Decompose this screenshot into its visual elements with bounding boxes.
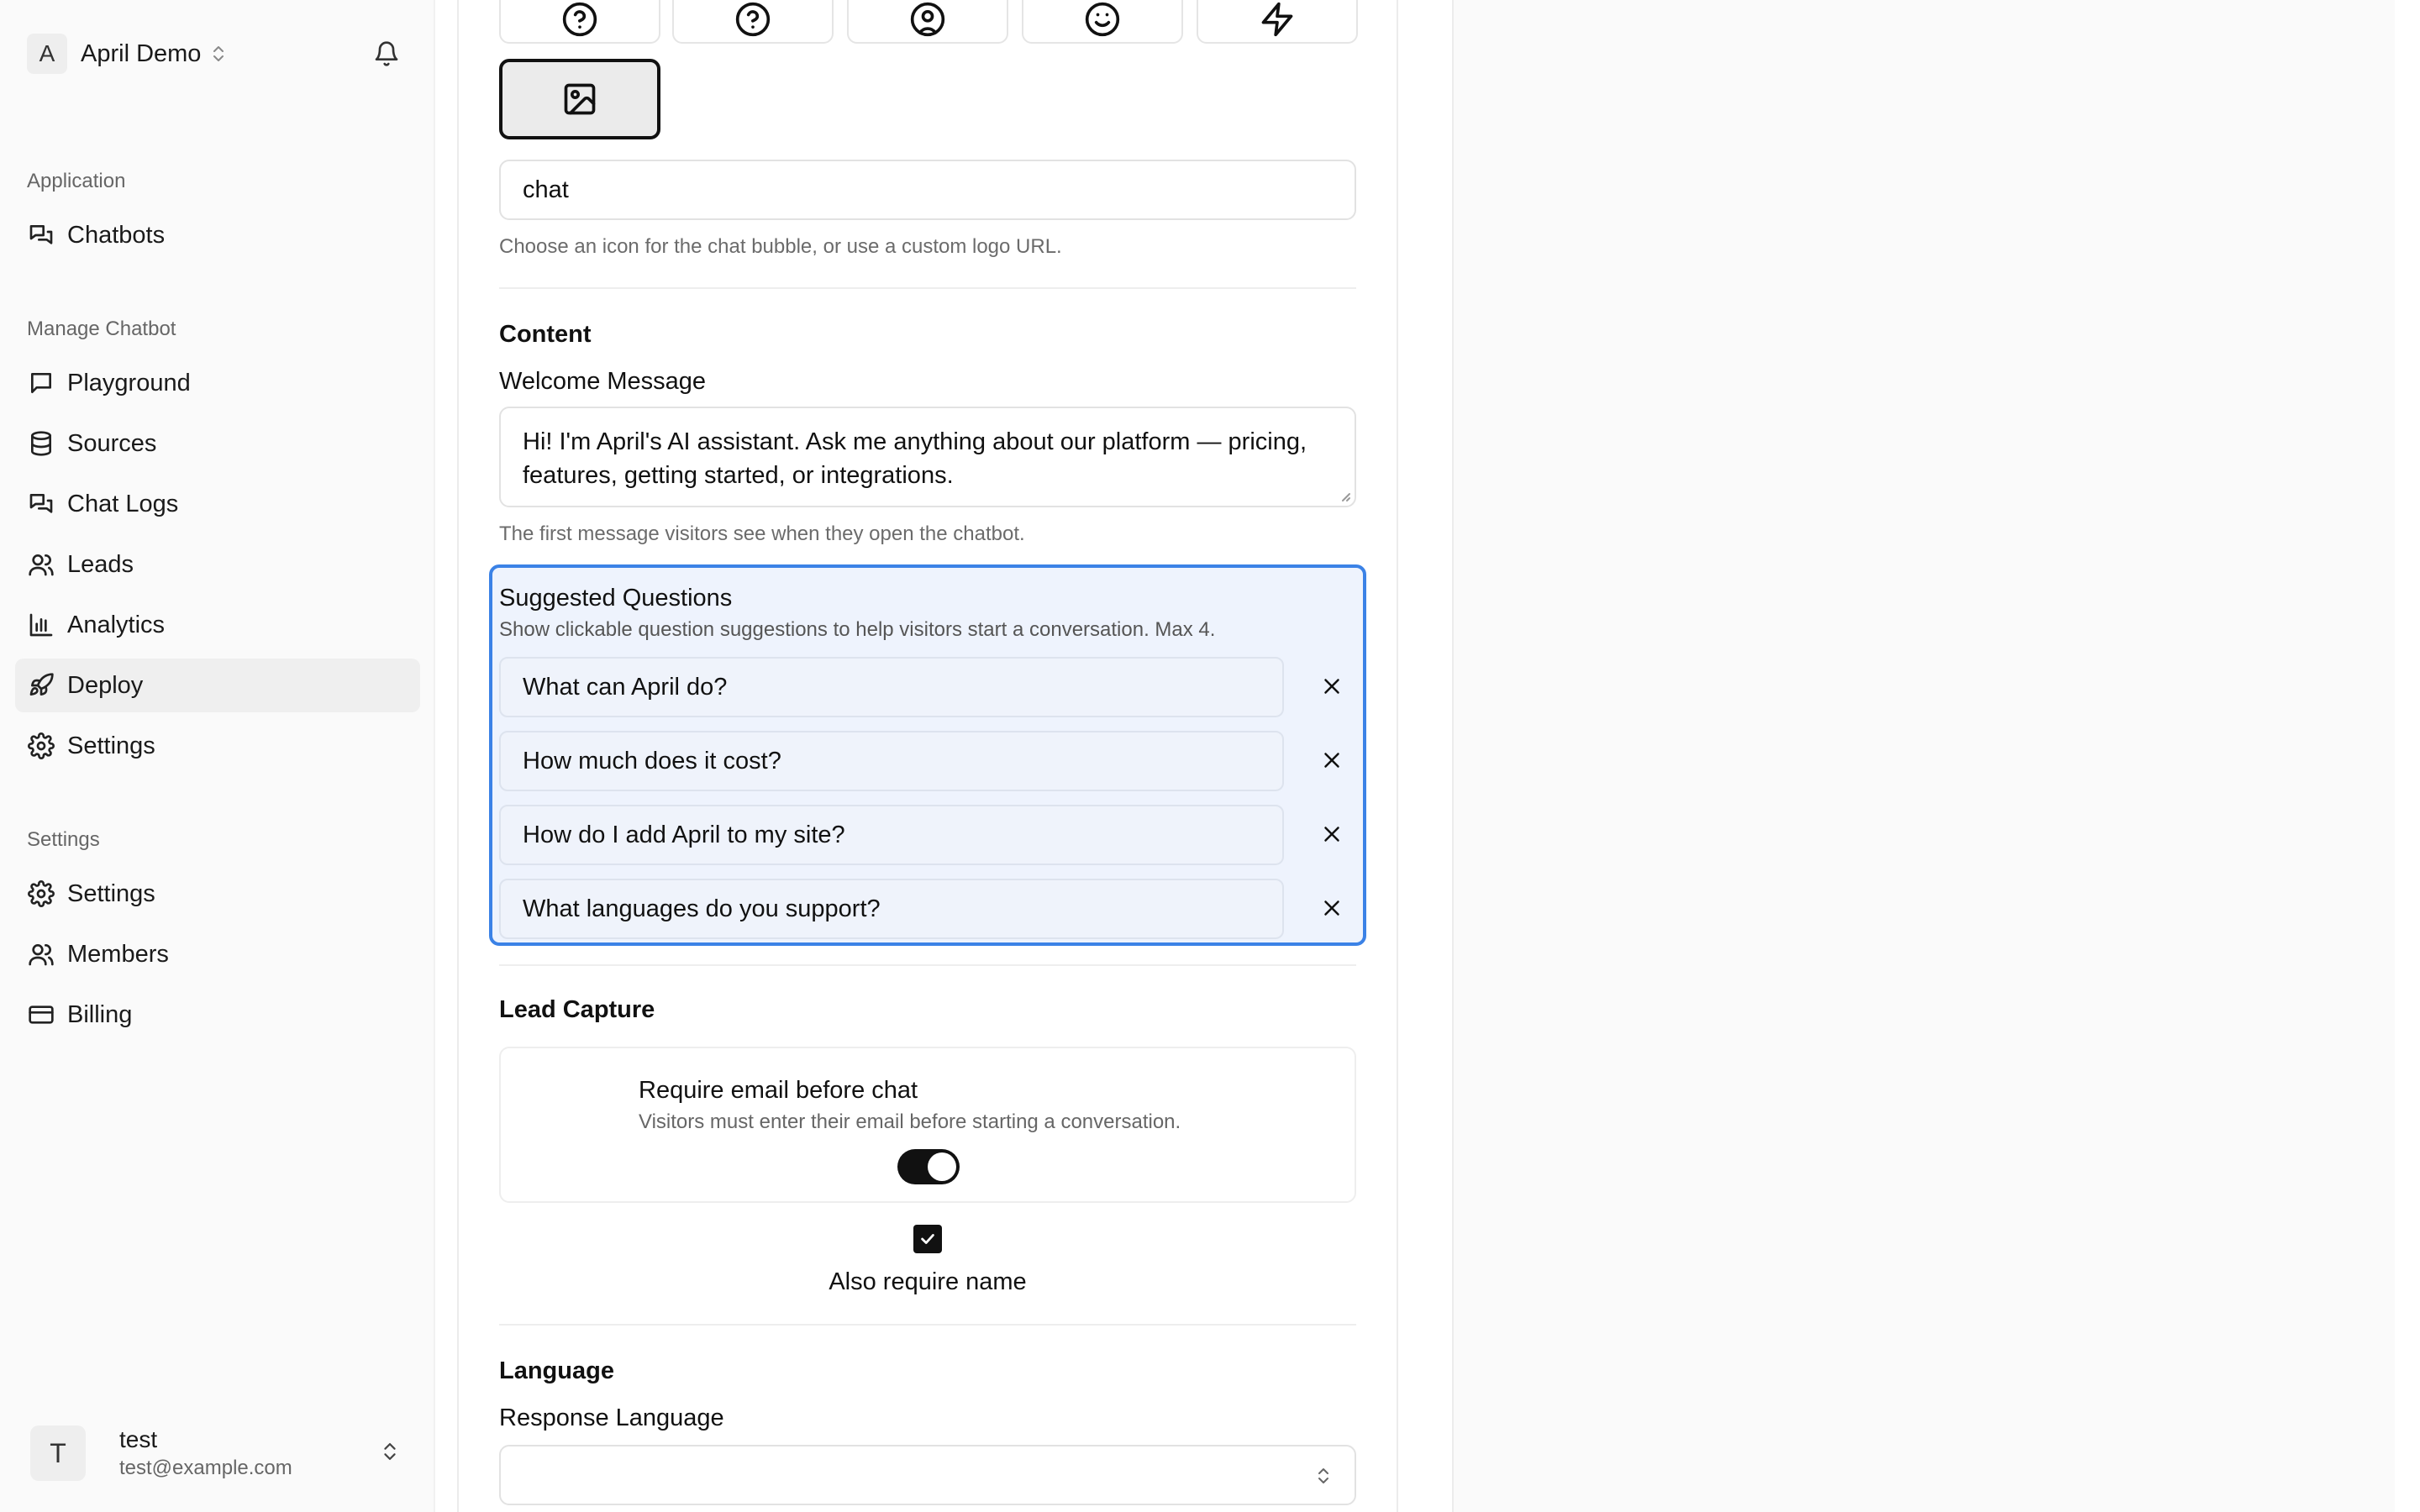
list-item	[499, 879, 1356, 939]
close-icon[interactable]	[1319, 674, 1344, 699]
require-email-toggle[interactable]	[897, 1149, 960, 1184]
sidebar-item-label: Settings	[67, 879, 155, 907]
user-name: test	[119, 1426, 158, 1452]
workspace-avatar: A	[27, 34, 67, 74]
sidebar-item-label: Sources	[67, 429, 157, 457]
group-label-manage-chatbot: Manage Chatbot	[27, 318, 176, 340]
suggested-questions-help: Show clickable question suggestions to help visitors start a conversation. Max 4.	[499, 618, 1216, 641]
divider	[499, 287, 1356, 289]
question-input[interactable]: What can April do?	[499, 657, 1284, 717]
sidebar-item-sources[interactable]	[15, 417, 420, 470]
users-icon	[27, 550, 55, 579]
close-icon[interactable]	[1319, 822, 1344, 847]
divider	[499, 1324, 1356, 1326]
sidebar-item-label: Leads	[67, 550, 134, 578]
workspace-name: April Demo	[81, 39, 202, 67]
icon-option-help-1[interactable]	[499, 0, 660, 44]
welcome-message-textarea[interactable]	[499, 407, 1356, 507]
icon-option-user[interactable]	[847, 0, 1008, 44]
workspace-switcher[interactable]	[27, 34, 226, 74]
group-label-application: Application	[27, 170, 126, 192]
sidebar-item-label: Chatbots	[67, 221, 166, 249]
require-email-label: Require email before chat	[639, 1077, 918, 1104]
require-name-label: Also require name	[829, 1268, 1027, 1295]
suggested-questions-title: Suggested Questions	[499, 585, 733, 612]
response-language-select[interactable]	[499, 1445, 1356, 1505]
sidebar-item-chat-logs[interactable]	[15, 477, 420, 531]
require-email-card	[499, 1047, 1356, 1203]
sidebar-item-label: Playground	[67, 369, 191, 396]
section-title-language: Language	[499, 1357, 614, 1384]
close-icon[interactable]	[1319, 895, 1344, 921]
panel-gap	[1398, 0, 1452, 1512]
question-input[interactable]: How much does it cost?	[499, 731, 1284, 791]
smile-icon	[1084, 1, 1121, 38]
icon-option-smile[interactable]	[1022, 0, 1183, 44]
sidebar-item-analytics[interactable]	[15, 598, 420, 652]
bar-chart-icon	[27, 611, 55, 639]
image-icon	[561, 81, 598, 118]
rocket-icon	[27, 671, 55, 700]
gear-icon	[27, 879, 55, 908]
toggle-knob	[928, 1152, 956, 1181]
sidebar-item-playground[interactable]	[15, 356, 420, 410]
sidebar-item-label: Billing	[67, 1000, 133, 1028]
chevron-up-down-icon	[381, 1440, 398, 1463]
sidebar-item-members[interactable]	[15, 927, 420, 981]
icon-help-text: Choose an icon for the chat bubble, or use a custom logo URL.	[499, 235, 1062, 258]
welcome-message-line: features, getting started, or integrations.	[523, 462, 954, 489]
credit-card-icon	[27, 1000, 55, 1029]
check-icon	[918, 1230, 937, 1248]
user-email: test@example.com	[119, 1457, 292, 1479]
icon-option-image[interactable]	[499, 59, 660, 139]
sidebar-item-deploy[interactable]	[15, 659, 420, 712]
user-menu[interactable]	[13, 1410, 418, 1497]
welcome-message-line: Hi! I'm April's AI assistant. Ask me anything about our platform — pricing,	[523, 428, 1307, 455]
section-title-lead-capture: Lead Capture	[499, 996, 655, 1023]
zap-icon	[1259, 1, 1296, 38]
group-label-settings: Settings	[27, 828, 100, 851]
sidebar-item-billing[interactable]	[15, 988, 420, 1042]
chats-icon	[27, 221, 55, 249]
list-item	[499, 805, 1356, 865]
help-circle-icon	[734, 1, 771, 38]
list-item	[499, 731, 1356, 791]
users-icon	[27, 940, 55, 969]
section-title-content: Content	[499, 321, 592, 348]
preview-panel	[1452, 0, 2395, 1512]
sidebar-item-label: Settings	[67, 732, 155, 759]
sidebar-item-settings[interactable]	[15, 719, 420, 773]
chats-icon	[27, 490, 55, 518]
resize-handle-icon[interactable]	[1338, 489, 1351, 502]
chevron-up-down-icon	[1316, 1465, 1331, 1487]
icon-option-zap[interactable]	[1197, 0, 1358, 44]
welcome-help-text: The first message visitors see when they open the chatbot.	[499, 522, 1025, 545]
close-icon[interactable]	[1319, 748, 1344, 773]
sidebar-item-label: Chat Logs	[67, 490, 179, 517]
require-email-help: Visitors must enter their email before starting a conversation.	[639, 1110, 1181, 1133]
avatar: T	[30, 1425, 86, 1481]
list-item	[499, 657, 1356, 717]
response-language-label: Response Language	[499, 1404, 724, 1431]
divider	[499, 964, 1356, 966]
sidebar-item-label: Members	[67, 940, 169, 968]
gear-icon	[27, 732, 55, 760]
help-circle-icon	[561, 1, 598, 38]
user-circle-icon	[909, 1, 946, 38]
question-input[interactable]: How do I add April to my site?	[499, 805, 1284, 865]
icon-option-help-2[interactable]	[672, 0, 834, 44]
welcome-message-label: Welcome Message	[499, 368, 707, 395]
sidebar-item-workspace-settings[interactable]	[15, 867, 420, 921]
sidebar-item-label: Analytics	[67, 611, 166, 638]
sidebar-item-chatbots[interactable]	[15, 208, 420, 262]
sidebar	[0, 0, 435, 1512]
database-icon	[27, 429, 55, 458]
question-input[interactable]: What languages do you support?	[499, 879, 1284, 939]
require-name-checkbox[interactable]	[913, 1225, 942, 1253]
sidebar-item-leads[interactable]	[15, 538, 420, 591]
message-square-icon	[27, 369, 55, 397]
chevron-up-down-icon	[211, 44, 226, 64]
bell-icon[interactable]	[373, 40, 400, 67]
sidebar-item-label: Deploy	[67, 671, 144, 699]
suggested-questions-section	[489, 564, 1366, 946]
icon-input[interactable]: chat	[499, 160, 1356, 220]
